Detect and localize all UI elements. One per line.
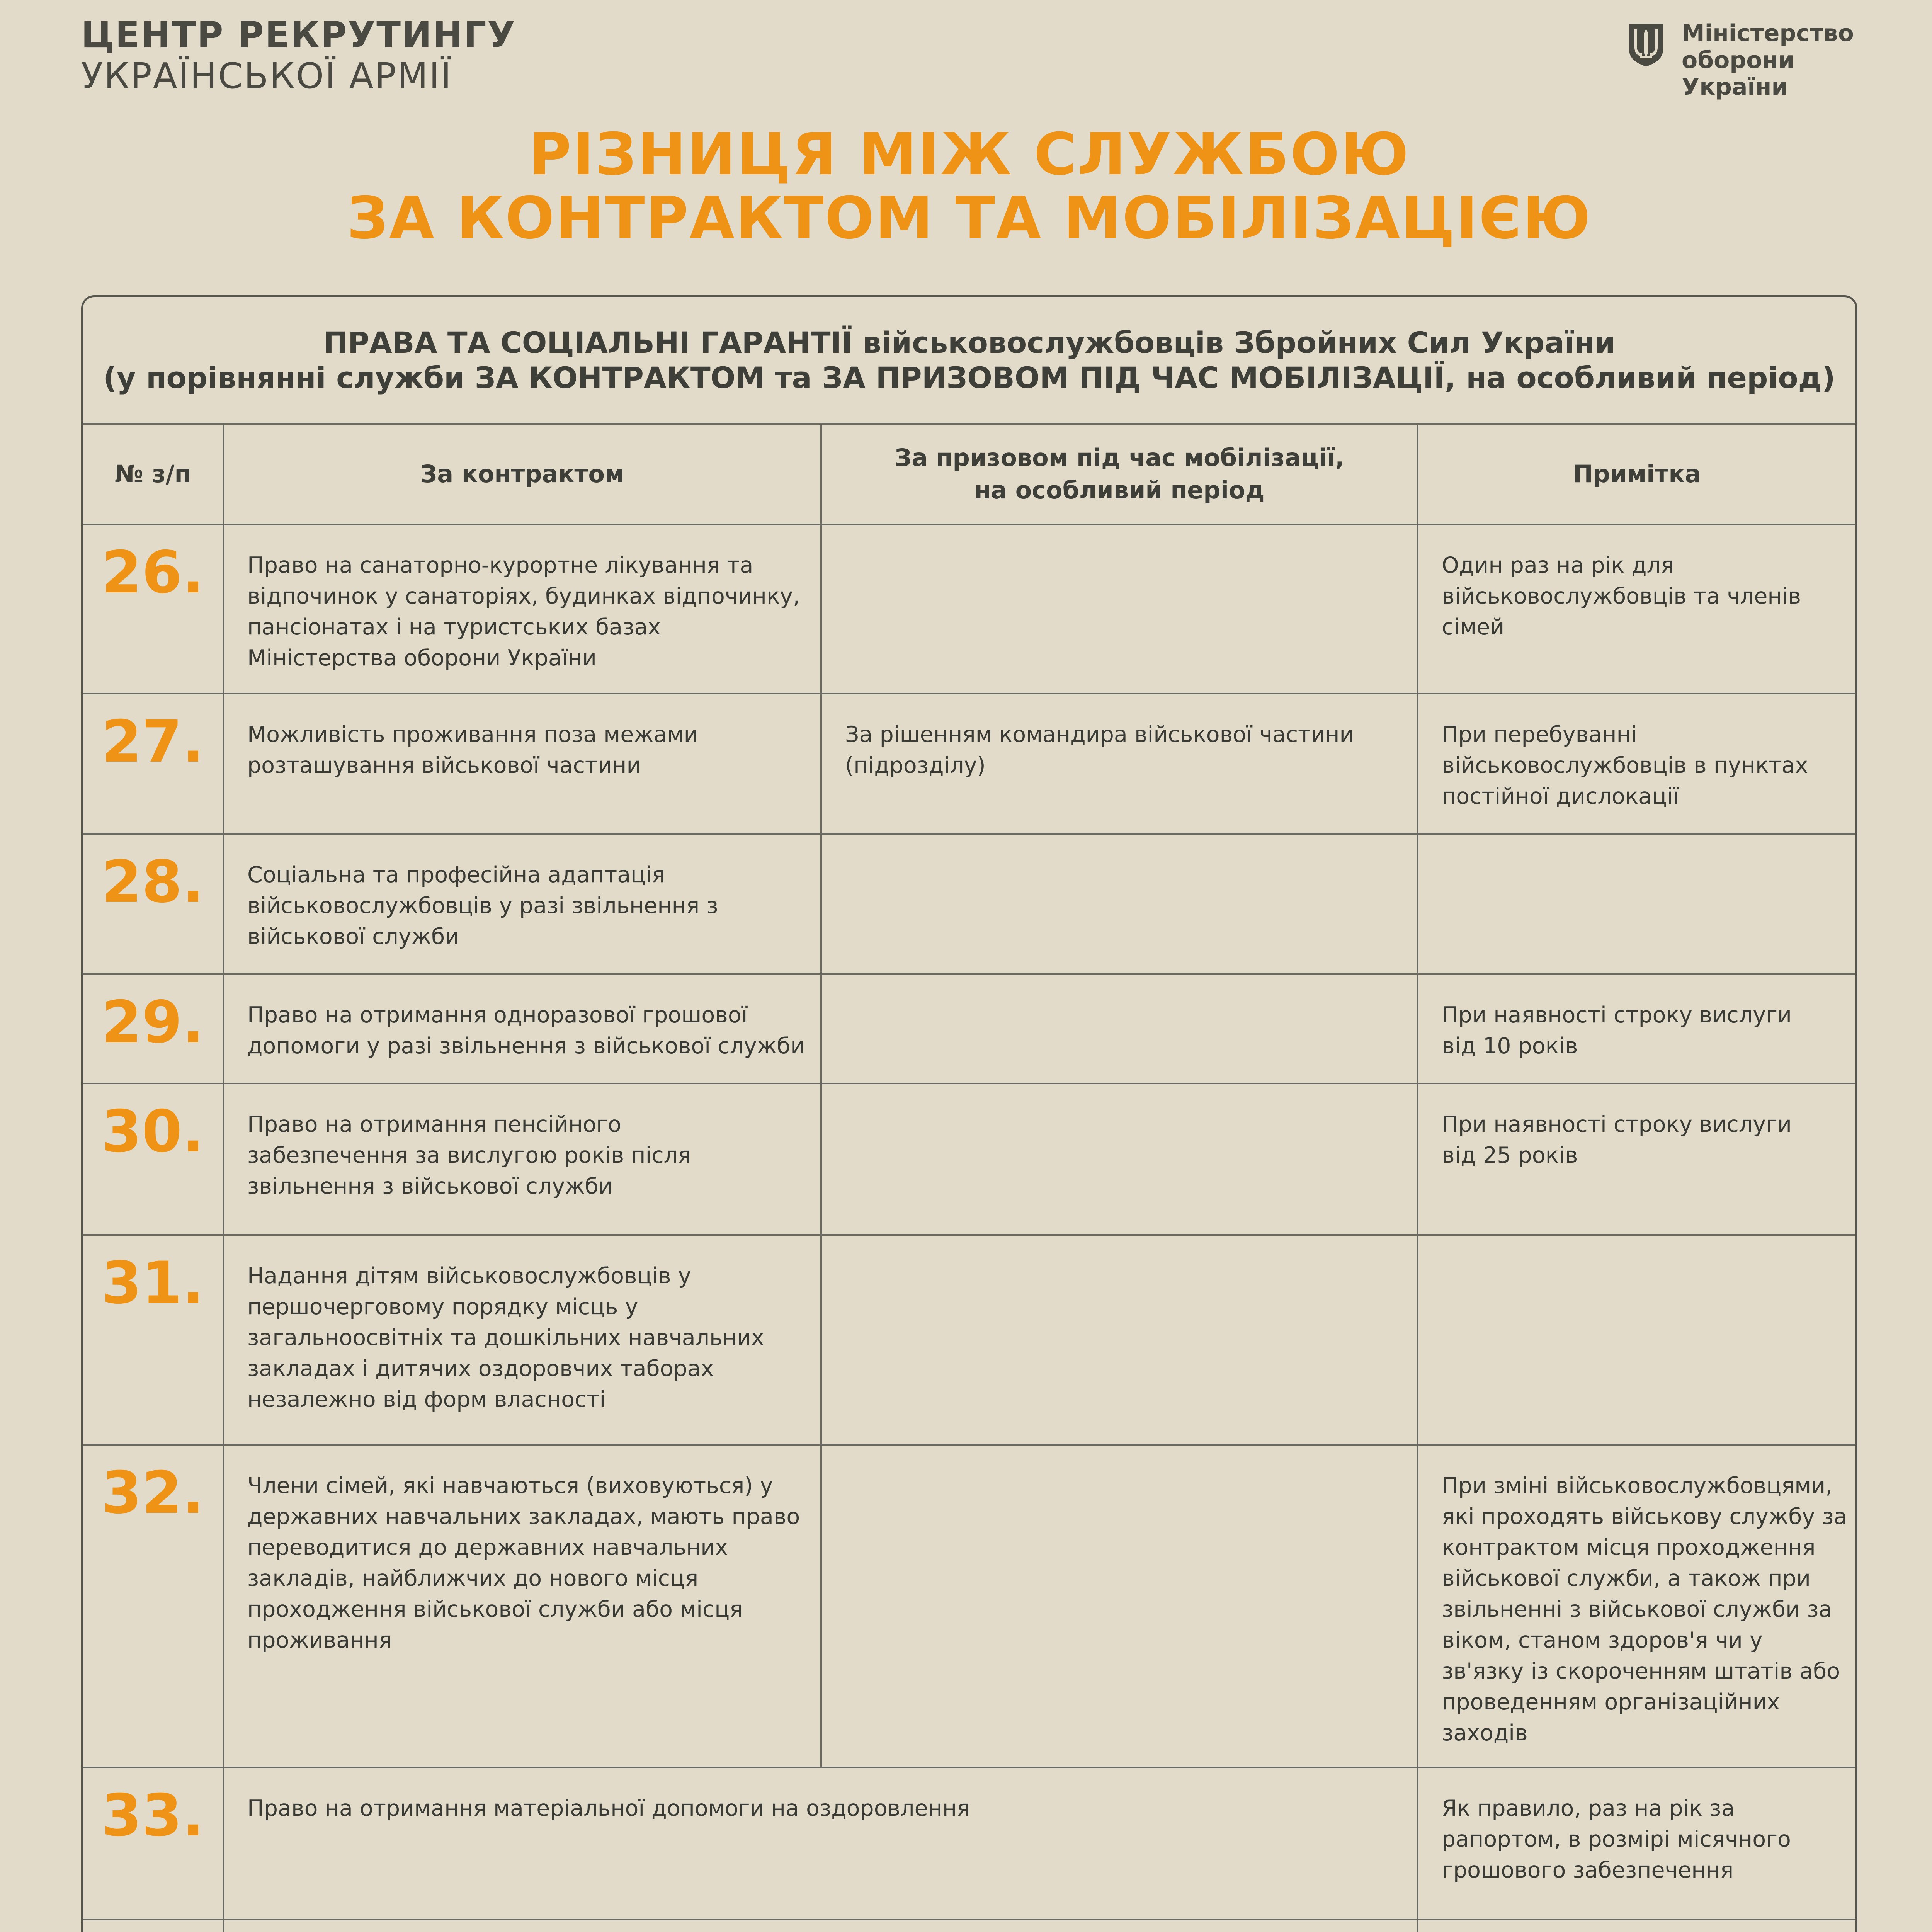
mobilization-cell [822,1236,1418,1444]
contract-cell-line: державних навчальних закладах, мають право [247,1504,800,1529]
mobilization-cell [822,1084,1418,1234]
note-cell-line: При наявності строку вислуги [1442,1002,1792,1028]
contract-cell [224,1920,1418,1932]
mobilization-cell-line: За рішенням командира військової частини [845,722,1354,747]
note-cell-line: від 10 років [1442,1033,1578,1059]
contract-cell [224,694,822,833]
note-cell-line: При наявності строку вислуги [1442,1112,1792,1137]
mobilization-cell [822,694,1418,833]
note-cell-line: При перебуванні [1442,722,1637,747]
note-cell [1418,835,1855,973]
note-cell-line: рапортом, в розмірі місячного [1442,1827,1791,1852]
table-row [83,694,1855,835]
contract-cell-line: забезпечення за вислугою років після [247,1143,691,1168]
note-cell-line: звільненні з військової служби за [1442,1597,1832,1622]
note-cell-line: проведенням організаційних [1442,1689,1780,1715]
contract-cell-line: допомоги у разі звільнення з військової служби [247,1033,805,1059]
contract-cell-line: відпочинок у санаторіях, будинках відпочинку, [247,583,800,609]
contract-cell-line: переводитися до державних навчальних [247,1535,728,1560]
row-number [83,1920,224,1932]
note-cell-line: грошового забезпечення [1442,1857,1734,1883]
table-heading-line-2: (у порівнянні служби ЗА КОНТРАКТОМ та ЗА ПРИЗОВОМ ПІД ЧАС МОБІЛІЗАЦІЇ, на особливий період) [103,361,1835,395]
contract-cell-line: Право на отримання пенсійного [247,1112,621,1137]
contract-cell [224,975,822,1083]
table-row [83,1084,1855,1236]
note-cell-line: сімей [1442,614,1505,640]
table-row [83,1920,1855,1932]
table-row [83,1768,1855,1920]
contract-cell [224,835,822,973]
ministry-line-2: оборони [1682,46,1795,74]
note-cell-line: Як правило, раз на рік за [1442,1796,1735,1821]
table-header-row [83,425,1855,525]
ministry-line-3: України [1682,73,1788,101]
mobilization-cell [822,1446,1418,1767]
note-cell-line: Один раз на рік для [1442,553,1674,578]
ministry-name [1682,20,1854,101]
row-number: 26. [83,525,224,693]
column-header-num: № з/п [83,425,224,524]
note-cell [1418,694,1855,833]
contract-cell [224,525,822,693]
contract-cell-line: Право на отримання одноразової грошової [247,1002,748,1028]
contract-cell [224,1236,822,1444]
contract-cell-line: звільнення з військової служби [247,1173,613,1199]
contract-cell-line: військовослужбовців у разі звільнення з [247,893,718,918]
contract-cell-line: закладів, найближчих до нового місця [247,1566,699,1591]
note-cell [1418,1446,1855,1767]
note-cell-line: заходів [1442,1720,1528,1746]
table-heading-line-1: ПРАВА ТА СОЦІАЛЬНІ ГАРАНТІЇ військовослужбовців Збройних Сил України [323,325,1616,360]
table-row [83,835,1855,975]
brand-line-2: УКРАЇНСЬКОЇ АРМІЇ [81,55,452,97]
brand-title [81,15,516,97]
row-number: 32. [83,1446,224,1767]
note-cell [1418,1768,1855,1919]
note-cell-line: військової служби, а також при [1442,1566,1811,1591]
table-row [83,975,1855,1084]
note-cell-line: які проходять військову службу за [1442,1504,1847,1529]
row-number: 28. [83,835,224,973]
mobilization-cell-line: (підрозділу) [845,753,986,778]
page-title [0,123,1932,250]
column-header-note: Примітка [1573,460,1701,488]
contract-cell [224,1768,1418,1919]
rights-comparison-table [81,295,1857,1932]
column-header-mobilization [822,425,1418,524]
contract-cell-line: незалежно від форм власності [247,1387,606,1412]
note-cell [1418,525,1855,693]
note-cell-line: військовослужбовців в пунктах [1442,753,1808,778]
contract-cell-line: військової служби [247,924,459,949]
contract-cell-line: першочерговому порядку місць у [247,1294,638,1320]
page-title-line-2: ЗА КОНТРАКТОМ ТА МОБІЛІЗАЦІЄЮ [347,185,1592,252]
note-cell-line: віком, станом здоров'я чи у [1442,1628,1763,1653]
ministry-line-1: Міністерство [1682,20,1854,47]
mobilization-cell [822,975,1418,1083]
brand-line-1: ЦЕНТР РЕКРУТИНГУ [81,14,516,56]
column-header-mobilization-line-2: на особливий період [974,476,1265,504]
contract-cell-line: загальноосвітніх та дошкільних навчальних [247,1325,764,1350]
trident-emblem-icon [1627,22,1665,68]
contract-cell-line: пансіонатах і на туристських базах [247,614,661,640]
contract-cell [224,1446,822,1767]
table-row [83,525,1855,694]
row-number: 31. [83,1236,224,1444]
note-cell-line: При зміні військовослужбовцями, [1442,1473,1833,1498]
contract-cell-line: Можливість проживання поза межами [247,722,698,747]
page-title-line-1: РІЗНИЦЯ МІЖ СЛУЖБОЮ [529,121,1410,188]
contract-cell-line: проходження військової служби або місця [247,1597,743,1622]
note-cell [1418,1236,1855,1444]
contract-cell-line: проживання [247,1628,392,1653]
row-number: 30. [83,1084,224,1234]
contract-cell-line: закладах і дитячих оздоровчих таборах [247,1356,714,1381]
contract-cell-line: Соціальна та професійна адаптація [247,862,665,888]
contract-cell-line: Міністерства оборони України [247,645,597,671]
table-row [83,1446,1855,1768]
contract-cell [224,1084,822,1234]
note-cell [1418,975,1855,1083]
ministry-logo [1627,20,1854,101]
table-row [83,1236,1855,1446]
note-cell-line: постійної дислокації [1442,784,1679,809]
row-number: 27. [83,694,224,833]
note-cell [1418,1920,1855,1932]
note-cell-line: зв'язку із скороченням штатів або [1442,1658,1840,1684]
note-cell-line: від 25 років [1442,1143,1578,1168]
mobilization-cell [822,525,1418,693]
contract-cell-line: Право на отримання матеріальної допомоги на оздоровлення [247,1796,970,1821]
contract-cell-line: Члени сімей, які навчаються (виховуються) у [247,1473,773,1498]
mobilization-cell [822,835,1418,973]
note-cell-line: контрактом місця проходження [1442,1535,1816,1560]
row-number: 29. [83,975,224,1083]
contract-cell-line: розташування військової частини [247,753,641,778]
note-cell [1418,1084,1855,1234]
contract-cell-line: Надання дітям військовослужбовців у [247,1263,691,1289]
row-number: 33. [83,1768,224,1919]
note-cell-line: військовослужбовців та членів [1442,583,1801,609]
column-header-mobilization-line-1: За призовом під час мобілізації, [895,444,1344,472]
column-header-contract: За контрактом [224,425,822,524]
contract-cell-line: Право на санаторно-курортне лікування та [247,553,753,578]
table-heading [83,297,1855,425]
